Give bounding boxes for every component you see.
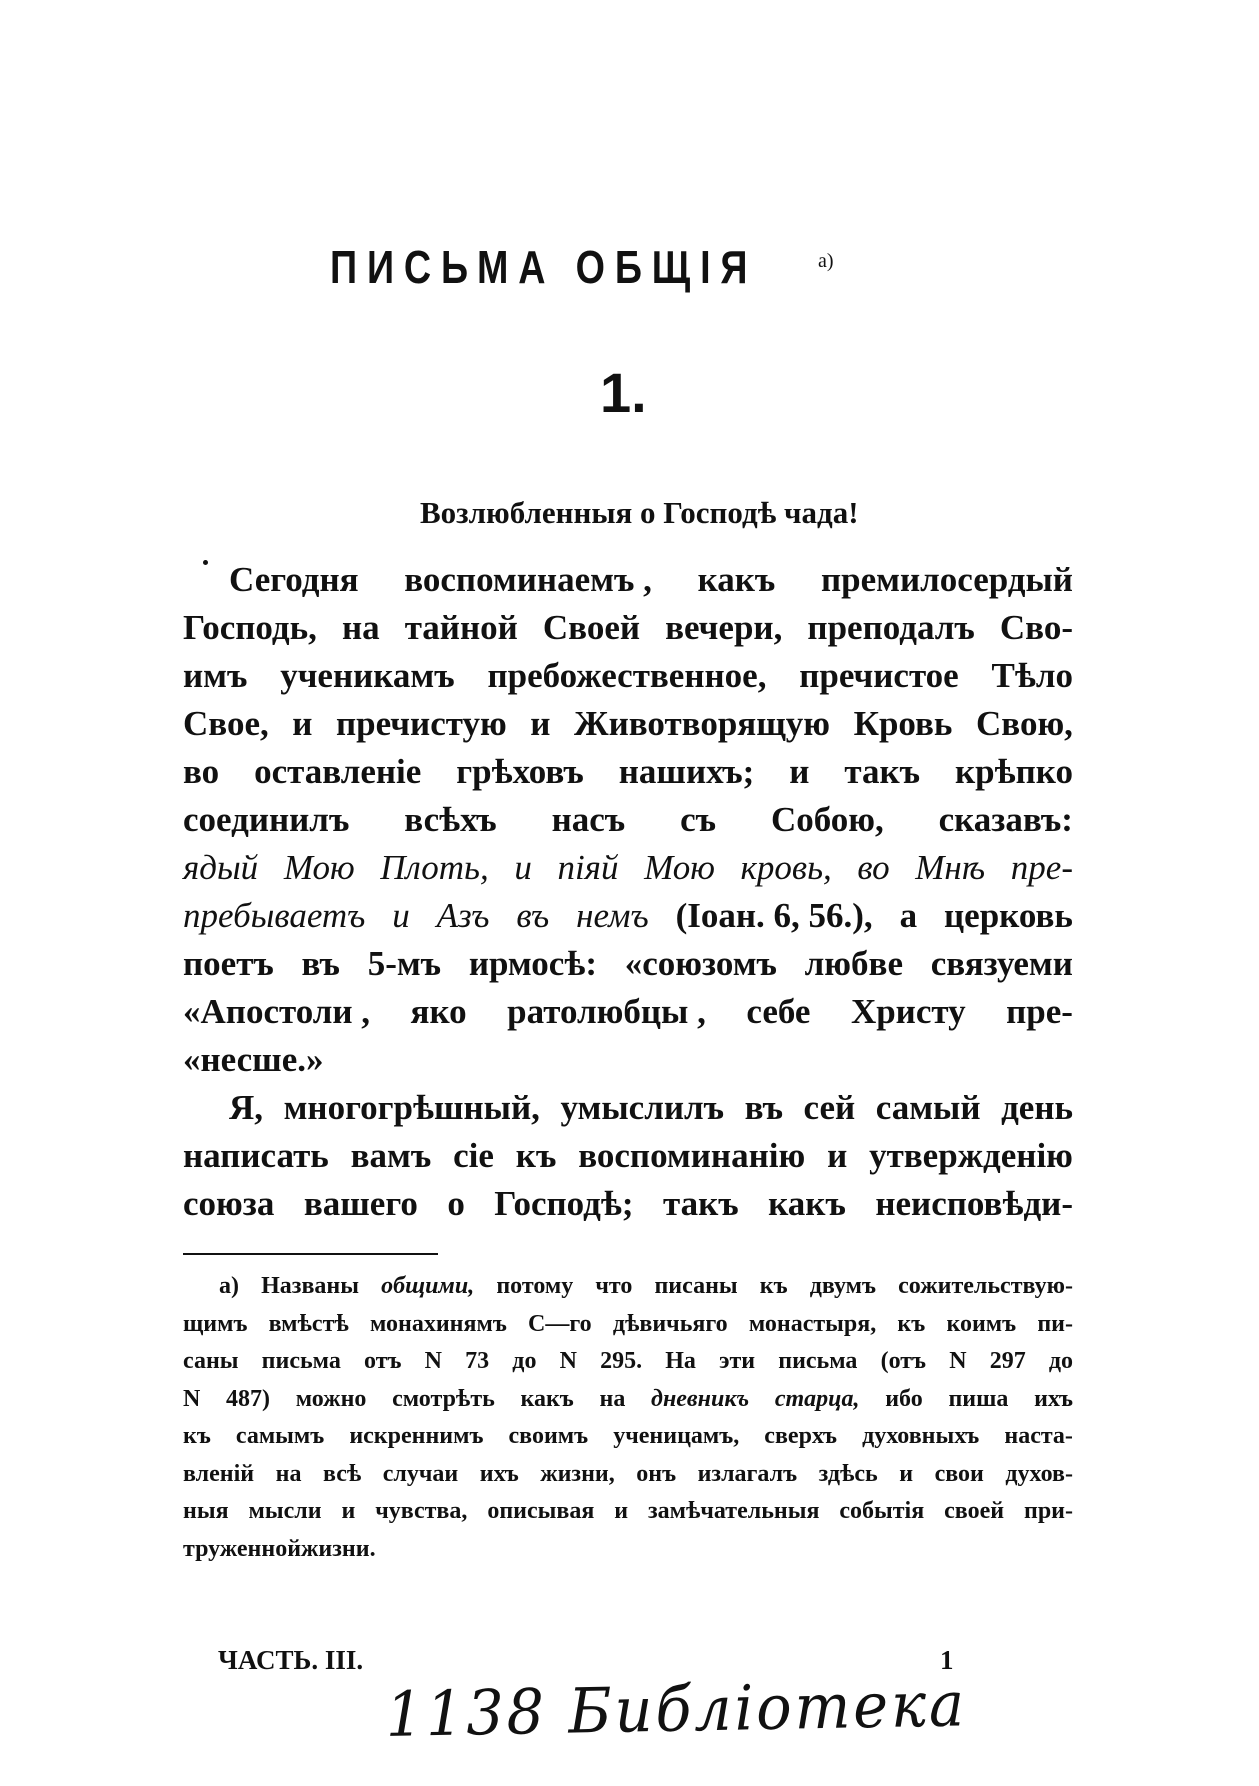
footnote-word: 297: [989, 1348, 1026, 1374]
body-word: поетъ: [183, 944, 274, 983]
footnote-word: чувства,: [375, 1498, 468, 1524]
body-line: [183, 652, 1073, 700]
footnote-word: своимъ: [508, 1423, 589, 1449]
body-word: Господѣ;: [494, 1184, 634, 1223]
body-word: воспоминанію: [578, 1136, 806, 1175]
body-word: Свою,: [976, 704, 1073, 743]
body-word: 5-мъ: [367, 944, 442, 983]
footnote-rule: [183, 1253, 438, 1255]
footnote-word: С—го: [528, 1310, 592, 1337]
footnote: [183, 1268, 1073, 1568]
footnote-word: жизни,: [540, 1460, 615, 1487]
body-word: сказавъ:: [938, 800, 1073, 839]
footnote-word: вленій: [183, 1460, 255, 1487]
footnote-word: излагалъ: [697, 1460, 798, 1487]
body-word: во: [857, 848, 890, 887]
body-word: самый: [875, 1088, 981, 1127]
footnote-word: и: [614, 1498, 629, 1524]
body-line: [183, 844, 1073, 892]
body-word: и: [292, 704, 313, 743]
page-number: 1: [940, 1645, 954, 1675]
body-line: [183, 1180, 1073, 1228]
footnote-word: своей: [944, 1498, 1005, 1524]
body-word: въ: [301, 944, 340, 983]
footnote-word: вмѣстѣ: [268, 1310, 349, 1337]
body-word: крѣпко: [954, 752, 1073, 791]
body-word: ратолюбцы ,: [507, 992, 706, 1031]
body-word: пре-: [1006, 992, 1073, 1031]
body-word: воспоминаемъ ,: [404, 560, 652, 599]
body-word: такъ: [663, 1184, 739, 1223]
body-word: Плоть,: [380, 848, 489, 887]
footnote-word: на: [599, 1385, 626, 1412]
footnote-word: до: [512, 1348, 537, 1374]
footnote-word: N: [949, 1348, 967, 1374]
footnote-word: сверхъ: [764, 1423, 837, 1449]
footnote-line: [183, 1456, 1073, 1494]
body-word: премилосердый: [820, 560, 1073, 599]
letter-number: 1.: [600, 361, 647, 424]
body-word: пре-: [1010, 848, 1073, 887]
footnote-word: (отъ: [880, 1348, 927, 1374]
body-line: [183, 700, 1073, 748]
body-word: въ: [744, 1088, 784, 1127]
footnote-word: отъ: [364, 1348, 402, 1374]
body-word: Я,: [229, 1088, 264, 1127]
body-word: связуеми: [930, 944, 1073, 983]
footnote-word: Названы: [261, 1273, 359, 1299]
footnote-word: сожительствую-: [898, 1273, 1073, 1299]
body-word: ученикамъ: [280, 656, 455, 695]
body-word: оставленіе: [254, 752, 422, 791]
body-word: пречистое: [799, 656, 959, 695]
footnote-word: ихъ: [479, 1460, 519, 1487]
body-line: [183, 940, 1073, 988]
footnote-line: [183, 1268, 1073, 1306]
body-line: [183, 1084, 1073, 1132]
footnote-word: на: [275, 1460, 302, 1487]
body-word: и: [514, 848, 532, 887]
body-word: Мнѣ: [915, 848, 986, 887]
footnote-word: щимъ: [183, 1310, 248, 1337]
body-line: [183, 892, 1073, 940]
body-word: Христу: [850, 992, 966, 1031]
body-word: и: [827, 1136, 848, 1175]
body-word: яко: [410, 992, 467, 1031]
body-word: себе: [746, 992, 811, 1031]
footnote-word: мысли: [248, 1498, 322, 1524]
footnote-word: ученицамъ,: [613, 1423, 740, 1449]
footnote-word: ихъ: [1034, 1385, 1073, 1412]
body-line: [183, 1036, 1073, 1084]
body-word: имъ: [183, 656, 248, 695]
footnote-word: коимъ: [946, 1310, 1017, 1337]
part-label: ЧАСТЬ. III.: [218, 1645, 364, 1675]
footnote-line: [183, 1531, 1073, 1569]
footnote-word: пи-: [1037, 1310, 1073, 1337]
body-word: Свое,: [183, 704, 269, 743]
body-word: къ: [515, 1136, 557, 1175]
body-line: [183, 1132, 1073, 1180]
footnote-word: монастыря,: [748, 1310, 877, 1337]
body-word: сіе: [453, 1136, 494, 1175]
body-word: Собою,: [770, 800, 884, 839]
body-word: любве: [804, 944, 903, 983]
footnote-word: какъ: [520, 1385, 574, 1412]
body-word: Мою: [283, 848, 355, 887]
footnote-word: письма: [778, 1348, 858, 1374]
footnote-word: N: [424, 1348, 442, 1374]
footnote-word: смотрѣть: [392, 1385, 495, 1412]
footnote-word: къ: [759, 1273, 788, 1299]
body-word: Животворящую: [573, 704, 831, 743]
footnote-word: письма: [261, 1348, 341, 1374]
body-word: пребываетъ: [183, 896, 366, 935]
title-footnote-mark: а): [818, 250, 834, 272]
body-word: и: [392, 896, 410, 935]
body-word: Мою: [644, 848, 715, 887]
body-word: какъ: [697, 560, 776, 599]
body-word: день: [1001, 1088, 1073, 1127]
body-word: и: [530, 704, 551, 743]
body-word: «несше.»: [183, 1040, 324, 1079]
body-line: [183, 604, 1073, 652]
body-word: вечери,: [665, 608, 783, 647]
body-word: Своей: [542, 608, 641, 647]
body-word: многогрѣшный,: [283, 1088, 540, 1127]
footnote-line: [183, 1418, 1073, 1456]
body-word: сей: [803, 1088, 856, 1127]
body-word: написать: [183, 1136, 329, 1175]
footnote-word: что: [595, 1273, 633, 1299]
body-word: во: [183, 752, 220, 791]
body-word: Сегодня: [229, 560, 359, 599]
body-word: церковь: [944, 896, 1073, 935]
handwritten-library-note: 1138 Библіотека: [385, 1667, 968, 1751]
footnote-line: [183, 1306, 1073, 1344]
body-word: на: [341, 608, 380, 647]
footnote-word: самымъ: [235, 1423, 325, 1449]
footnote-word: N: [559, 1348, 577, 1374]
body-word: Тѣло: [991, 656, 1073, 695]
body-word: Кровь: [853, 704, 953, 743]
body-word: Азъ: [436, 896, 490, 935]
body-line: [183, 748, 1073, 796]
body-word: піяй: [557, 848, 619, 887]
footnote-word: наста-: [1004, 1423, 1073, 1449]
body-word: всѣхъ: [404, 800, 497, 839]
footnote-word: писаны: [654, 1273, 738, 1299]
body-word: какъ: [768, 1184, 846, 1223]
body-word: ядый: [183, 848, 259, 887]
body-word: «союзомъ: [624, 944, 777, 983]
body-word: утвержденію: [869, 1136, 1073, 1175]
footnote-word: двумъ: [809, 1273, 877, 1299]
body-word: и: [789, 752, 810, 791]
body-word: соединилъ: [183, 800, 350, 839]
salutation: Возлюбленныя о Господѣ чада!: [420, 495, 859, 530]
body-word: вашего: [303, 1184, 418, 1223]
body-word: грѣховъ: [456, 752, 584, 791]
body-word: кровь,: [740, 848, 832, 887]
body-word: неисповѣди-: [875, 1184, 1073, 1223]
body-word: преподалъ: [807, 608, 975, 647]
footnote-word: а): [219, 1273, 239, 1299]
body-word: Сво-: [999, 608, 1073, 647]
footnote-word: духовныхъ: [862, 1423, 980, 1449]
footnote-word: случаи: [382, 1460, 459, 1487]
footnote-word: событія: [839, 1498, 925, 1524]
footnote-word: къ: [897, 1310, 926, 1337]
footnote-word: онъ: [636, 1460, 677, 1487]
body-word: пречистую: [336, 704, 507, 743]
body-word: а: [899, 896, 918, 935]
body-line: [183, 796, 1073, 844]
footnote-word: жизни.: [301, 1535, 376, 1562]
body-word: тайной: [404, 608, 518, 647]
footnote-word: 73: [465, 1348, 490, 1374]
footnote-word: 487): [226, 1385, 271, 1412]
footnote-word: духов-: [1005, 1460, 1073, 1487]
footnote-word: всѣ: [322, 1460, 362, 1487]
body-word: съ: [680, 800, 717, 839]
letter-body: [183, 556, 1073, 1228]
footnote-word: саны: [183, 1348, 239, 1374]
body-word: нашихъ;: [618, 752, 755, 791]
footnote-word: 295.: [600, 1348, 643, 1374]
footnote-line: [183, 1493, 1073, 1531]
footnote-word: потому: [496, 1273, 574, 1299]
footnote-word: и: [341, 1498, 356, 1524]
footnote-word: труженной: [183, 1535, 302, 1562]
footnote-word: можно: [295, 1385, 367, 1412]
footnote-word: описывая: [487, 1498, 595, 1524]
footnote-word: и: [899, 1460, 914, 1487]
body-word: союза: [183, 1184, 275, 1223]
footnote-word: замѣчательныя: [647, 1498, 820, 1524]
footnote-word: На: [665, 1348, 696, 1374]
body-line: [183, 556, 1073, 604]
footnote-word: старца,: [774, 1385, 860, 1412]
footnote-word: искреннимъ: [349, 1423, 484, 1449]
body-word: (Іоан. 6, 56.),: [675, 896, 873, 935]
body-word: въ: [516, 896, 550, 935]
body-word: немъ: [576, 896, 649, 935]
body-word: умыслилъ: [560, 1088, 725, 1127]
footnote-word: ныя: [183, 1498, 229, 1524]
body-line: [183, 988, 1073, 1036]
footnote-line: [183, 1381, 1073, 1419]
page-title: ПИСЬМА ОБЩІЯ: [330, 241, 758, 293]
body-word: пребожественное,: [487, 656, 767, 695]
body-word: Господь,: [183, 608, 317, 647]
footnote-word: ибо: [885, 1385, 923, 1412]
body-word: ирмосѣ:: [468, 944, 597, 983]
footnote-word: къ: [183, 1423, 211, 1449]
body-word: вамъ: [350, 1136, 432, 1175]
footnote-word: общими,: [381, 1273, 475, 1299]
footnote-line: [183, 1343, 1073, 1381]
footnote-word: до: [1048, 1348, 1073, 1374]
footnote-word: эти: [719, 1348, 756, 1374]
body-word: насъ: [551, 800, 626, 839]
footnote-word: дѣвичьяго: [612, 1310, 728, 1337]
footnote-word: свои: [934, 1460, 984, 1487]
body-word: такъ: [844, 752, 921, 791]
footnote-word: N: [183, 1385, 201, 1412]
footnote-word: при-: [1024, 1498, 1073, 1524]
footnote-word: пиша: [948, 1385, 1009, 1412]
body-word: о: [447, 1184, 465, 1223]
footnote-word: здѣсь: [818, 1460, 878, 1487]
footnote-word: монахинямъ: [369, 1310, 507, 1337]
footnote-word: дневникъ: [651, 1385, 750, 1412]
body-word: «Апостоли ,: [183, 992, 371, 1031]
